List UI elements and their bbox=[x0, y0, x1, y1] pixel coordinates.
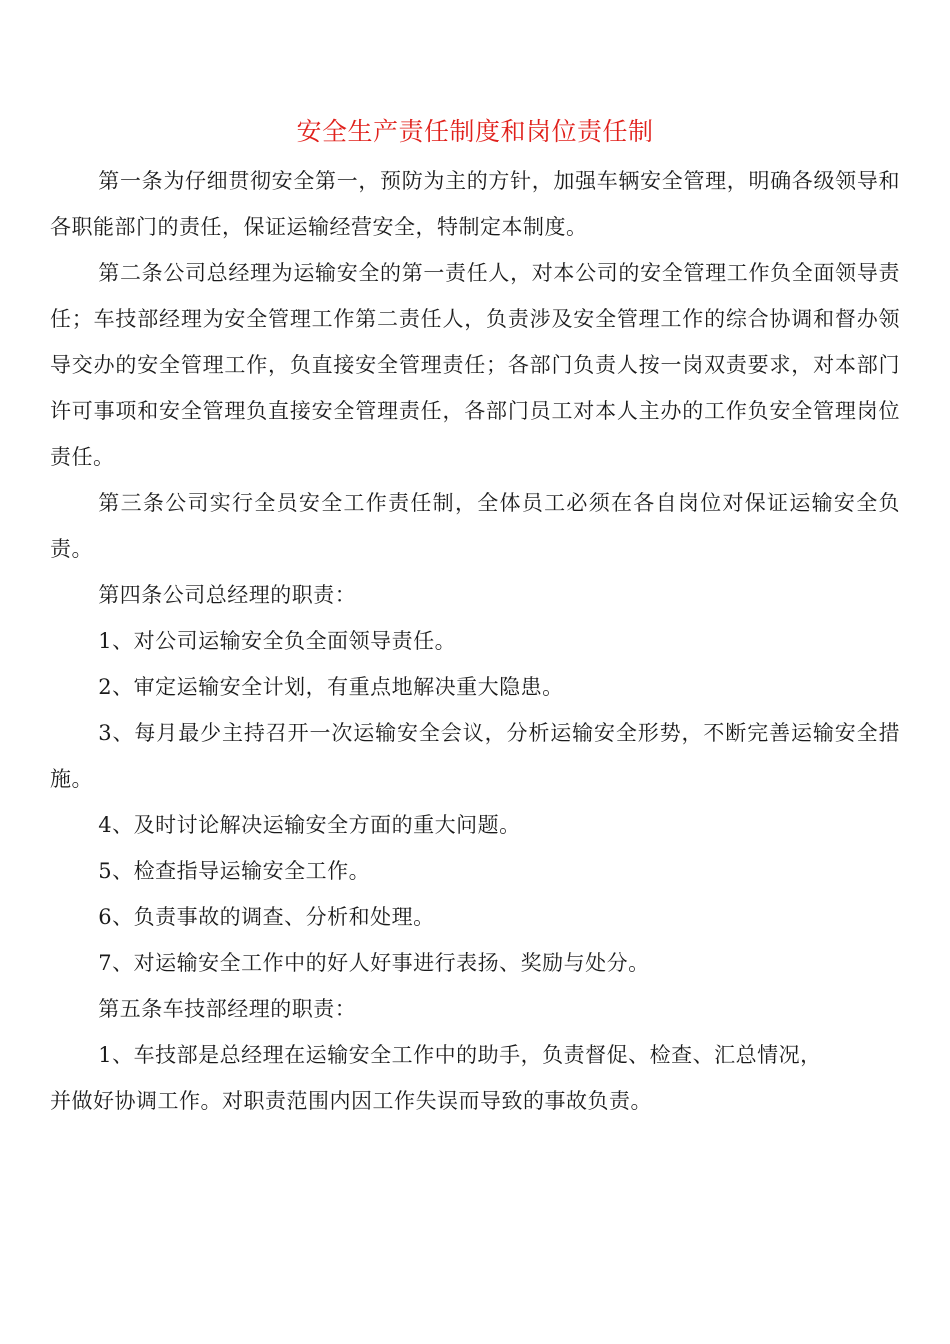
paragraph-article-2: 第二条公司总经理为运输安全的第一责任人，对本公司的安全管理工作负全面领导责任；车技部经理为安全管理工作第二责任人，负责涉及安全管理工作的综合协调和督办领导交办的安全管理工作，负直接安全管理责任；各部门负责人按一岗双责要求，对本部门许可事项和安全管理负直接安全管理责任，各部门员工对本人主办的工作负安全管理岗位责任。 bbox=[50, 261, 900, 469]
list-item: 4、及时讨论解决运输安全方面的重大问题。 bbox=[98, 813, 521, 837]
document-title: 安全生产责任制度和岗位责任制 bbox=[296, 117, 654, 146]
list-item-line: 并做好协调工作。对职责范围内因工作失误而导致的事故负责。 bbox=[50, 1089, 652, 1113]
paragraph-article-4-heading: 第四条公司总经理的职责： bbox=[98, 583, 357, 607]
list-item: 5、检查指导运输安全工作。 bbox=[98, 859, 371, 883]
paragraph-article-5-heading: 第五条车技部经理的职责： bbox=[98, 997, 357, 1021]
document-page bbox=[50, 112, 900, 1124]
list-item-last bbox=[50, 1032, 900, 1124]
paragraph-article-3: 第三条公司实行全员安全工作责任制，全体员工必须在各自岗位对保证运输安全负责。 bbox=[50, 491, 900, 561]
list-item-line: 1、车技部是总经理在运输安全工作中的助手，负责督促、检查、汇总情况， bbox=[98, 1043, 822, 1067]
paragraph-article-1: 第一条为仔细贯彻安全第一，预防为主的方针，加强车辆安全管理，明确各级领导和各职能部门的责任，保证运输经营安全，特制定本制度。 bbox=[50, 169, 900, 239]
list-item: 1、对公司运输安全负全面领导责任。 bbox=[98, 629, 457, 653]
list-item: 2、审定运输安全计划，有重点地解决重大隐患。 bbox=[98, 675, 564, 699]
list-item: 6、负责事故的调查、分析和处理。 bbox=[98, 905, 435, 929]
list-item: 7、对运输安全工作中的好人好事进行表扬、奖励与处分。 bbox=[98, 951, 650, 975]
list-item: 3、每月最少主持召开一次运输安全会议，分析运输安全形势，不断完善运输安全措施。 bbox=[50, 721, 900, 791]
